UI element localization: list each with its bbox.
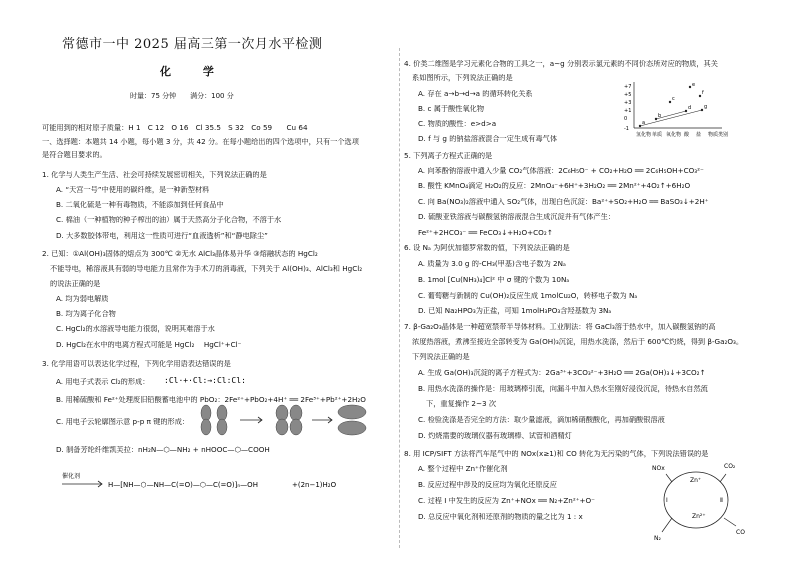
- q3-option-b: B. 用稀硫酸和 Fe²⁺处理废旧铅酸蓄电池中的 PbO₂：2Fe²⁺+PbO₂+4H⁺ ══ 2Fe³⁺+Pb²⁺+2H₂O: [56, 396, 366, 404]
- exam-title: 常德市一中 2025 届高三第一次月水平检测: [62, 37, 323, 52]
- question-2-cont2: 的说法正确的是: [50, 280, 101, 288]
- q4-option-c: C. 物质的酸性：e>d>a: [418, 120, 497, 128]
- x-tick-label: 酸: [684, 132, 690, 138]
- q8-option-c: C. 过程 Ⅰ 中发生的反应为 Zn⁺+NOx ══ N₂+Zn²⁺+O⁻: [418, 497, 595, 505]
- atomic-masses: 可能用到的相对原子质量：H 1 C 12 O 16 Cl 35.5 S 32 Co 59 Cu 64: [42, 124, 308, 132]
- point-label: d: [688, 105, 692, 111]
- question-2: 2. 已知：①Al(OH)₃固体的熔点为 300℃ ②无水 AlCl₃晶体易升华 ③熔融状态的 HgCl₂: [42, 250, 318, 258]
- point-label: c: [672, 96, 675, 102]
- point-label: a: [642, 120, 646, 126]
- question-7: 7. β-Ga₂O₃晶体是一种超宽禁带半导体材料。工业制法：将 GaCl₃溶于热水中，加入碳酸氢钠的高: [404, 323, 716, 331]
- x-tick-label: 盐: [696, 132, 702, 138]
- q7-option-b: B. 用热水洗涤的操作是：用玻璃棒引流，向漏斗中加入热水至刚好浸没沉淀，待热水自然流: [418, 385, 708, 393]
- q5-option-c: C. 向 Ba(NO₃)₂溶液中通入 SO₂气体，出现白色沉淀：Ba²⁺+SO₂+H₂O ══ BaSO₃↓+2H⁺: [418, 198, 709, 206]
- svg-text::Cl·+·Cl:→:Cl:Cl:: :Cl·+·Cl:→:Cl:Cl:: [164, 376, 246, 385]
- cl2-electron-dot-figure: [162, 372, 262, 388]
- q7-option-a: A. 生成 Ga(OH)₃沉淀的离子方程式为：2Ga³⁺+3CO₃²⁻+3H₂O ══ 2Ga(OH)₃↓+3CO₂↑: [418, 369, 706, 377]
- question-4: 4. 价类二维图是学习元素化合物的工具之一，a~g 分别表示氯元素的不同价态所对应的物质，其关: [404, 60, 718, 68]
- catalyst-label: 催化剂: [62, 473, 81, 480]
- y-tick-label: -1: [624, 126, 629, 132]
- q6-option-d: D. 已知 Na₂HPO₃为正盐，可知 1molH₃PO₃含羟基数为 3Nₐ: [418, 307, 612, 315]
- zn2-plus-label: Zn²⁺: [692, 513, 706, 520]
- q2-option-c: C. HgCl₂的水溶液导电能力很弱，说明其难溶于水: [56, 325, 215, 333]
- q1-option-c: C. 棉油（一种植物的种子榨出的油）属于天然高分子化合物，不溶于水: [56, 216, 282, 224]
- q5-option-d: D. 硫酸亚铁溶液与碳酸氢钠溶液混合生成沉淀并有气体产生：: [418, 213, 615, 221]
- question-8: 8. 用 ICP/SIFT 方法将汽车尾气中的 NOx(x≥1)和 CO 转化为无污染的气体，下列说法错误的是: [404, 450, 709, 458]
- y-tick-label: 0: [624, 116, 628, 122]
- q6-option-a: A. 质量为 3.0 g 的-CH₃(甲基)含电子数为 2Nₐ: [418, 260, 566, 268]
- step-2-label: Ⅱ: [720, 497, 723, 504]
- svg-text:H—[NH—⬡—NH—C(=O)—⬡—C(=O)]ₙ—OH: H—[NH—⬡—NH—C(=O)—⬡—C(=O)]ₙ—OH: [108, 481, 258, 489]
- q5-option-d-equation: Fe²⁺+2HCO₃⁻ ══ FeCO₃↓+H₂O+CO₂↑: [418, 229, 553, 237]
- question-7-cont2: 下列说法正确的是: [412, 353, 470, 361]
- y-tick-label: +1: [624, 108, 632, 114]
- subject-title: 化 学: [160, 65, 228, 78]
- kevlar-byproduct: +(2n−1)H₂O: [292, 481, 337, 489]
- q7-option-d: D. 灼烧需要的玻璃仪器有玻璃棒、试管和酒精灯: [418, 432, 572, 440]
- q8-option-d: D. 总反应中氧化剂和还原剂的物质的量之比为 1 : x: [418, 513, 583, 521]
- zn-plus-label: Zn⁺: [690, 477, 702, 484]
- q1-option-b: B. 二氧化硫是一种有毒物质，不能添加到任何食品中: [56, 201, 224, 209]
- point-label: e: [692, 82, 696, 88]
- step-1-label: Ⅰ: [666, 497, 668, 504]
- x-axis-title: 物质类别: [708, 132, 729, 138]
- q4-option-b: B. c 属于酸性氧化物: [418, 105, 485, 113]
- question-6: 6. 设 Nₐ 为阿伏加德罗常数的值，下列说法正确的是: [404, 244, 570, 252]
- question-5: 5. 下列离子方程式正确的是: [404, 152, 493, 160]
- q7-option-c: C. 检验洗涤是否完全的方法：取少量滤液，滴加稀硝酸酸化，再加硝酸银溶液: [418, 416, 665, 424]
- question-2-cont: 不能导电，稀溶液具有弱的导电能力且常作为手术刀的消毒液，下列关于 Al(OH)₃、AlCl₃和 HgCl₂: [50, 265, 363, 273]
- nox-label: NOx: [652, 465, 665, 472]
- point-label: b: [658, 113, 662, 119]
- q8-option-a: A. 整个过程中 Zn⁺作催化剂: [418, 465, 508, 473]
- q2-option-d: D. HgCl₂在水中的电离方程式可能是 HgCl₂ HgCl⁺+Cl⁻: [56, 341, 242, 349]
- exam-meta: 时量：75 分钟 满分：100 分: [130, 92, 234, 100]
- kevlar-reaction-figure: [62, 468, 392, 504]
- y-tick-label: +7: [624, 84, 632, 90]
- y-tick-label: +5: [624, 92, 632, 98]
- x-tick-label: 氢化物: [636, 132, 652, 138]
- catalytic-cycle-diagram: [644, 452, 754, 544]
- q5-option-b: B. 酸性 KMnO₄滴定 H₂O₂的反应：2MnO₄⁻+6H⁺+3H₂O₂ ══ 2Mn²⁺+4O₂↑+6H₂O: [418, 182, 691, 190]
- question-3: 3. 化学用语可以表达化学过程，下列化学用语表达错误的是: [42, 360, 231, 368]
- q2-option-b: B. 均为离子化合物: [56, 310, 116, 318]
- q7-option-b-cont: 下，重复操作 2~3 次: [426, 400, 497, 408]
- section-1-heading: 一、选择题：本题共 14 小题，每小题 3 分，共 42 分。在每小题给出的四个选项中，只有一个选项: [42, 138, 359, 146]
- q2-option-a: A. 均为弱电解质: [56, 295, 109, 303]
- n2-label: N₂: [654, 535, 661, 542]
- q1-option-d: D. 大多数胶体带电，利用这一性质可进行“血液透析”和“静电除尘”: [56, 232, 268, 240]
- point-label: g: [704, 104, 708, 110]
- q4-option-d: D. f 与 g 的钠盐溶液混合一定生成有毒气体: [418, 135, 558, 143]
- question-4-cont: 系如图所示，下列说法正确的是: [412, 74, 513, 82]
- co-label: CO: [736, 529, 745, 536]
- section-1-heading-cont: 是符合题目要求的。: [42, 151, 107, 159]
- question-7-cont: 浓度热溶液，煮沸至接近全部转变为 Ga(OH)₃沉淀，用热水洗涤，然后于 600℃灼烧，得到 β-Ga₂O₃。: [412, 338, 744, 346]
- x-tick-label: 氧化物: [666, 132, 682, 138]
- p-p-pi-bond-figure: [192, 404, 382, 436]
- q6-option-b: B. 1mol [Cu(NH₃)₄]Cl² 中 σ 键的个数为 10Nₐ: [418, 276, 570, 284]
- column-divider: [399, 48, 400, 548]
- valence-class-diagram: [622, 78, 752, 144]
- co2-label: CO₂: [724, 463, 736, 470]
- q5-option-a: A. 向苯酚钠溶液中通入少量 CO₂气体溶液：2C₆H₅O⁻ + CO₂+H₂O ══ 2C₆H₅OH+CO₃²⁻: [418, 167, 704, 175]
- q6-option-c: C. 葡萄糖与新制的 Cu(OH)₂反应生成 1molCu₂O，转移电子数为 Nₐ: [418, 292, 638, 300]
- point-label: f: [702, 90, 704, 96]
- q3-option-d: D. 制备芳纶纤维凯芙拉：nH₂N—⬡—NH₂ + nHOOC—⬡—COOH: [56, 446, 270, 454]
- question-1: 1. 化学与人类生产生活、社会可持续发展密切相关，下列说法正确的是: [42, 171, 267, 179]
- q3-option-a: A. 用电子式表示 Cl₂的形成：: [56, 378, 150, 386]
- q4-option-a: A. 存在 a→b→d→a 的循环转化关系: [418, 90, 533, 98]
- y-tick-label: +3: [624, 100, 632, 106]
- q3-option-c: C. 用电子云轮廓图示意 p-p π 键的形成：: [56, 418, 190, 426]
- q1-option-a: A. “天宫一号”中使用的碳纤维，是一种新型材料: [56, 186, 210, 194]
- x-tick-label: 单质: [652, 132, 663, 138]
- q8-option-b: B. 反应过程中涉及的反应均为氧化还原反应: [418, 481, 557, 489]
